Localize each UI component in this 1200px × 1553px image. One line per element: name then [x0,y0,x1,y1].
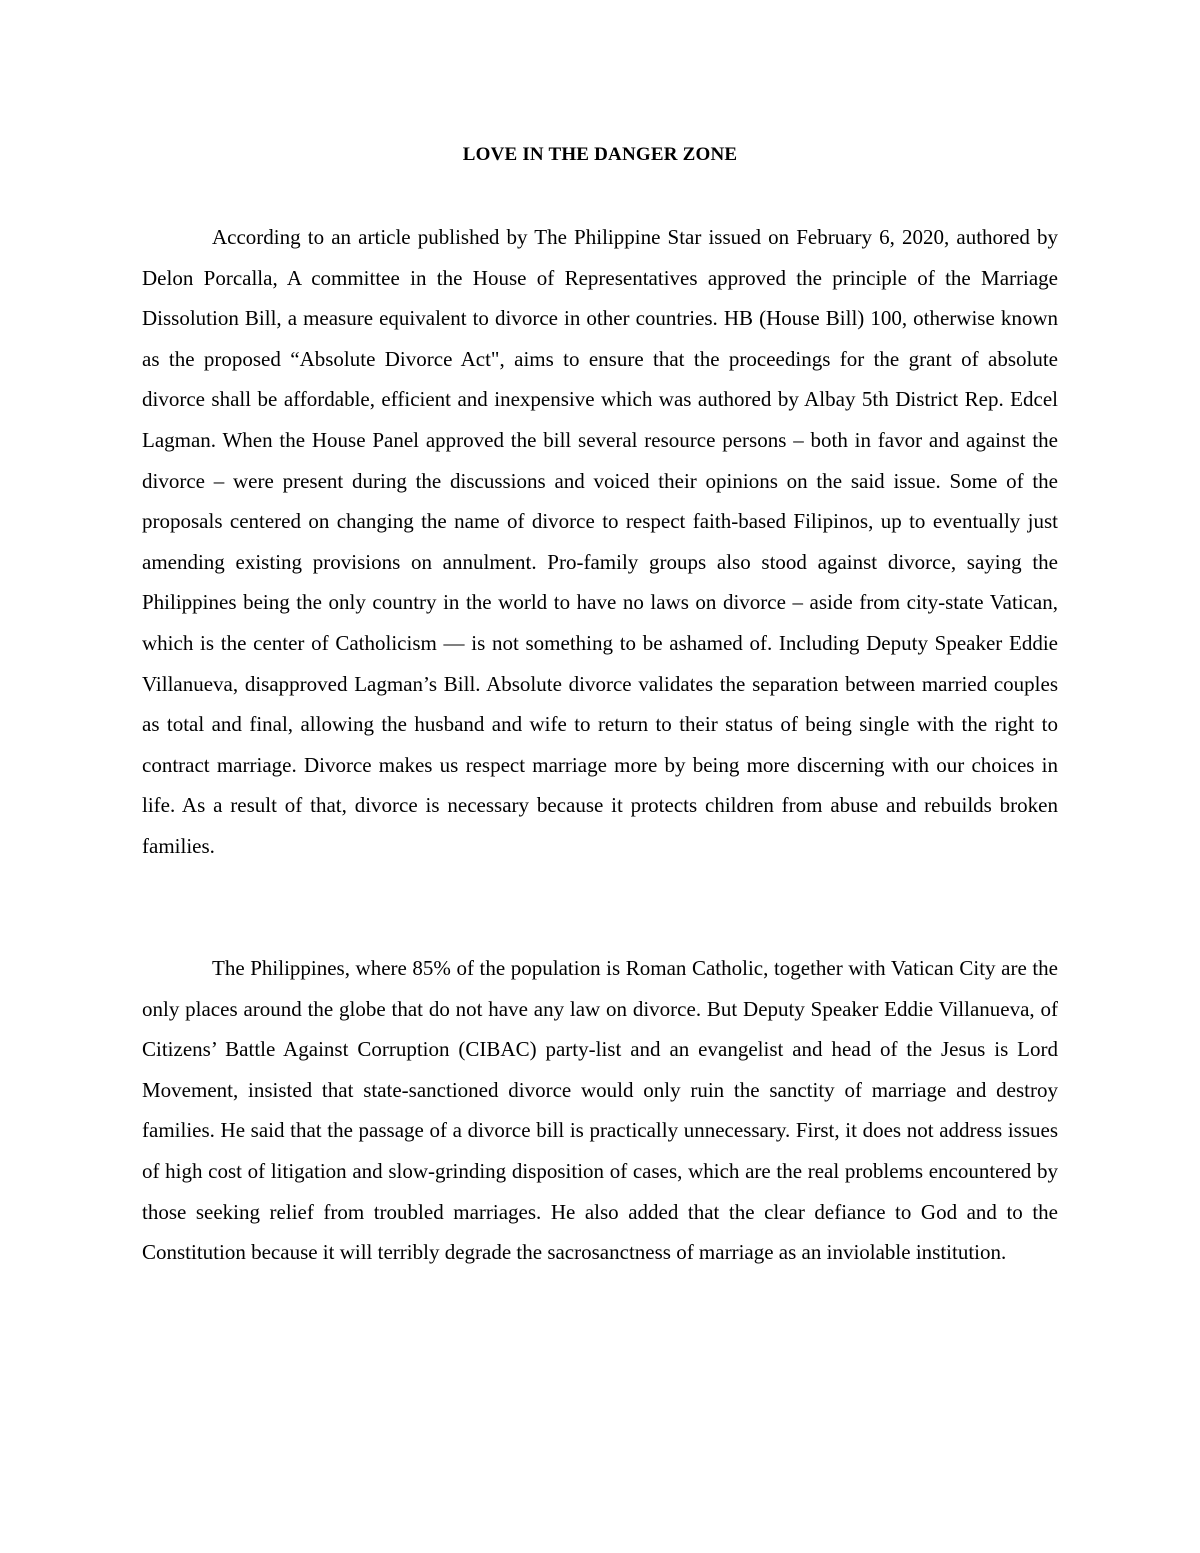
document-title: LOVE IN THE DANGER ZONE [462,144,738,165]
body-paragraph-1: According to an article published by The Philippine Star issued on February 6, 2020, authored by Delon Porcalla, A committee in the House of Representatives approved the principle of the Marriage Dissolution Bill, a measure equivalent to divorce in other countries. HB (House Bill) 100, otherwise known as the proposed “Absolute Divorce Act", aims to ensure that the proceedings for the grant of absolute divorce shall be affordable, efficient and inexpensive which was authored by Albay 5th District Rep. Edcel Lagman. When the House Panel approved the bill several resource persons – both in favor and against the divorce – were present during the discussions and voiced their opinions on the said issue. Some of the proposals centered on changing the name of divorce to respect faith-based Filipinos, up to eventually just amending existing provisions on annulment. Pro-family groups also stood against divorce, saying the Philippines being the only country in the world to have no laws on divorce – aside from city-state Vatican, which is the center of Catholicism — is not something to be ashamed of. Including Deputy Speaker Eddie Villanueva, disapproved Lagman’s Bill. Absolute divorce validates the separation between married couples as total and final, allowing the husband and wife to return to their status of being single with the right to contract marriage. Divorce makes us respect marriage more by being more discerning with our choices in life. As a result of that, divorce is necessary because it protects children from abuse and rebuilds broken families. [142,225,1058,858]
body-paragraph-2: The Philippines, where 85% of the population is Roman Catholic, together with Vatican City are the only places around the globe that do not have any law on divorce. But Deputy Speaker Eddie Villanueva, of Citizens’ Battle Against Corruption (CIBAC) party-list and an evangelist and head of the Jesus is Lord Movement, insisted that state-sanctioned divorce would only ruin the sanctity of marriage and destroy families. He said that the passage of a divorce bill is practically unnecessary. First, it does not address issues of high cost of litigation and slow-grinding disposition of cases, which are the real problems encountered by those seeking relief from troubled marriages. He also added that the clear defiance to God and to the Constitution because it will terribly degrade the sacrosanctness of marriage as an inviolable institution. [142,956,1058,1265]
